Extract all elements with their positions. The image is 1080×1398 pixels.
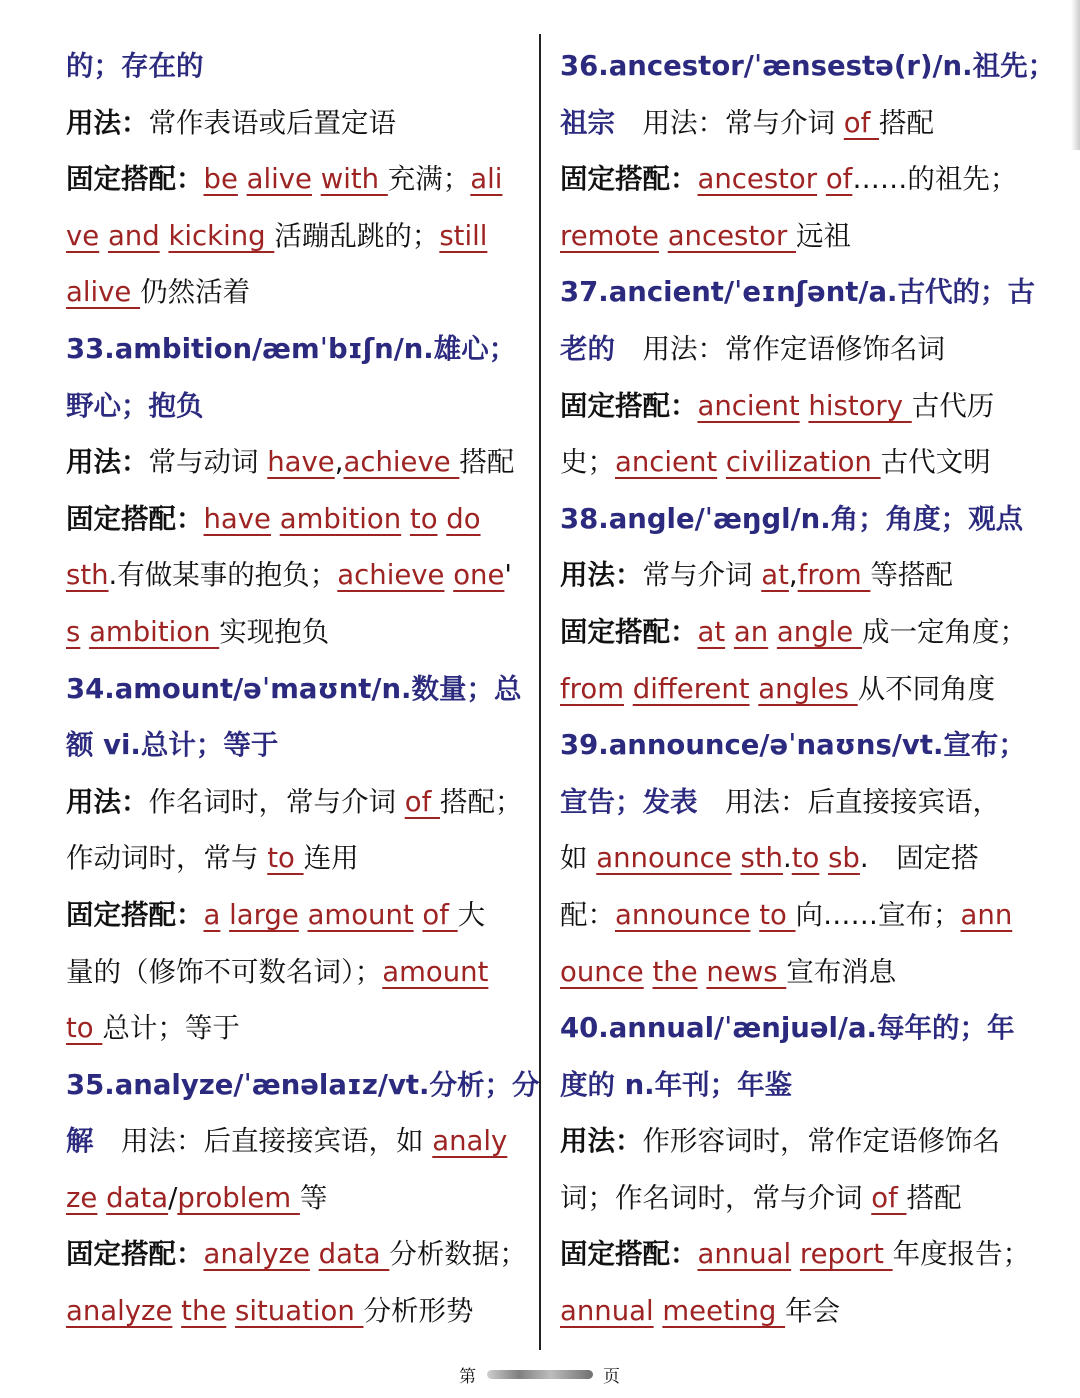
body-text: 常与介词 — [642, 559, 762, 592]
body-text — [172, 1295, 181, 1327]
body-text: 向……宣布； — [795, 898, 961, 931]
body-text: 作动词时，常与 — [66, 842, 268, 875]
left-text-line — [66, 1000, 524, 1057]
entry-heading: 37.ancient/ˈeɪnʃənt/a.古代的；古 — [560, 276, 1035, 309]
underlined-phrase: amount — [307, 898, 414, 931]
right-column — [560, 38, 1056, 1340]
body-text: . — [782, 842, 792, 875]
body-text — [226, 1295, 235, 1327]
right-text-line — [560, 95, 1030, 152]
underlined-phrase: one — [453, 559, 505, 592]
underlined-phrase: from — [797, 559, 871, 592]
underlined-phrase: news — [706, 955, 787, 988]
underlined-phrase: ancestor — [667, 219, 796, 252]
body-text: 作形容词时，常作定语修饰名 — [642, 1125, 1000, 1158]
body-text: 用法：后直接接宾语， — [697, 785, 1000, 818]
footer-prefix: 第 — [459, 1367, 476, 1387]
label-text: 固定搭配： — [560, 163, 698, 196]
right-text-line — [560, 604, 1030, 661]
underlined-phrase: an — [733, 615, 769, 648]
label-text: 固定搭配： — [66, 898, 204, 931]
underlined-phrase: to — [759, 898, 796, 931]
body-text: 活蹦乱跳的； — [274, 219, 440, 252]
underlined-phrase: the — [652, 955, 698, 988]
left-text-line — [66, 95, 524, 152]
left-text-line — [66, 717, 524, 774]
right-text-line — [560, 547, 1030, 604]
body-text: 总计；等于 — [102, 1012, 240, 1045]
right-text-line — [560, 830, 1030, 887]
left-text-line — [66, 208, 524, 265]
body-text: 分析形势 — [363, 1295, 474, 1328]
underlined-phrase: annual — [560, 1295, 654, 1328]
underlined-phrase: with — [320, 163, 388, 196]
entry-heading: 36.ancestor/ˈænsestə(r)/n.祖先； — [560, 50, 1056, 82]
underlined-phrase: at — [761, 559, 789, 592]
footer-suffix: 页 — [603, 1367, 620, 1387]
underlined-phrase: angles — [758, 672, 858, 705]
right-text-line — [560, 151, 1030, 208]
underlined-phrase: problem — [177, 1181, 300, 1214]
body-text: 搭配 — [459, 446, 515, 479]
left-text-line — [66, 264, 524, 321]
body-text: 古代历 — [911, 389, 995, 422]
body-text: 史； — [560, 446, 615, 479]
underlined-phrase: alive — [66, 276, 141, 309]
page-edge-shadow — [1071, 0, 1080, 150]
entry-heading: 35.analyze/ˈænəlaɪz/vt.分析；分 — [66, 1068, 540, 1101]
body-text — [310, 1238, 319, 1270]
body-text — [80, 616, 89, 648]
underlined-phrase: achieve — [343, 446, 460, 479]
body-text — [624, 673, 633, 705]
underlined-phrase: ancient — [615, 446, 718, 479]
label-text: 用法： — [560, 559, 643, 592]
underlined-phrase: sth — [66, 559, 109, 592]
body-text: , — [788, 559, 798, 592]
body-text: 宣布消息 — [786, 955, 897, 988]
left-column — [66, 38, 540, 1340]
underlined-phrase: civilization — [725, 446, 881, 479]
body-text: . 固定搭 — [859, 842, 979, 875]
left-text-line — [66, 1283, 524, 1340]
underlined-phrase: from — [560, 672, 624, 705]
underlined-phrase: ambition — [279, 502, 402, 535]
entry-heading: 38.angle/ˈæŋgl/n.角；角度；观点 — [560, 502, 1024, 535]
label-text: 用法： — [66, 785, 149, 818]
right-text-line — [560, 434, 1030, 491]
body-text: , — [334, 446, 344, 479]
underlined-phrase: history — [808, 389, 912, 422]
left-text-line — [66, 830, 524, 887]
body-text — [99, 220, 108, 252]
left-text-line — [66, 491, 524, 548]
body-text — [238, 163, 247, 195]
underlined-phrase: report — [799, 1238, 893, 1271]
entry-heading: 解 — [66, 1125, 94, 1158]
entry-heading: 34.amount/əˈmaʊnt/n.数量；总 — [66, 672, 522, 705]
right-text-line — [560, 1000, 1030, 1057]
body-text — [750, 899, 759, 931]
body-text — [817, 163, 826, 195]
underlined-phrase: kicking — [168, 219, 275, 252]
body-text: 仍然活着 — [140, 276, 251, 309]
underlined-phrase: data — [318, 1238, 390, 1271]
underlined-phrase: sb — [828, 842, 860, 875]
left-text-line — [66, 378, 524, 435]
underlined-phrase: remote — [560, 219, 659, 252]
underlined-phrase: alive — [246, 163, 312, 196]
right-text-line — [560, 208, 1030, 265]
body-text: 等 — [299, 1181, 328, 1214]
underlined-phrase: the — [181, 1295, 227, 1328]
underlined-phrase: announce — [615, 898, 751, 931]
entry-heading: 33.ambition/æmˈbɪʃn/n.雄心； — [66, 332, 517, 365]
underlined-phrase: to — [791, 842, 820, 875]
body-text: 搭配 — [879, 106, 934, 139]
entry-heading: 39.announce/əˈnaʊns/vt.宣布； — [560, 729, 1026, 762]
right-text-line — [560, 717, 1030, 774]
underlined-phrase: of — [404, 785, 440, 818]
body-text: 大 — [457, 898, 486, 931]
body-text — [444, 559, 453, 591]
underlined-phrase: ali — [470, 163, 503, 196]
left-text-line — [66, 547, 524, 604]
right-text-line — [560, 1170, 1030, 1227]
left-text-line — [66, 944, 524, 1001]
body-text: / — [168, 1181, 178, 1214]
underlined-phrase: do — [446, 502, 481, 535]
left-text-line — [66, 1226, 527, 1283]
underlined-phrase: still — [439, 219, 488, 252]
body-text: ' — [504, 559, 512, 592]
body-text: 充满； — [387, 163, 471, 196]
label-text: 用法： — [66, 106, 149, 139]
label-text: 固定搭配： — [560, 1238, 698, 1271]
body-text — [819, 842, 828, 874]
underlined-phrase: annual — [697, 1238, 792, 1271]
body-text — [717, 446, 726, 478]
body-text — [97, 1182, 106, 1214]
right-text-line — [560, 378, 1030, 435]
body-text — [659, 220, 668, 252]
left-text-line — [66, 661, 524, 718]
label-text: 固定搭配： — [560, 389, 698, 422]
underlined-phrase: data — [106, 1181, 169, 1214]
right-text-line — [560, 491, 1030, 548]
underlined-phrase: a — [203, 898, 221, 931]
entry-heading: 老的 — [560, 332, 615, 365]
body-text — [271, 503, 280, 535]
left-text-line — [66, 1057, 540, 1114]
underlined-phrase: situation — [235, 1295, 364, 1328]
body-text — [438, 503, 447, 535]
left-text-line — [66, 434, 524, 491]
underlined-phrase: have — [267, 446, 335, 479]
body-text: 分析数据； — [389, 1238, 527, 1271]
body-text: 年度报告； — [892, 1238, 1031, 1271]
entry-heading: 额 vi.总计；等于 — [66, 729, 279, 762]
underlined-phrase: at — [697, 615, 726, 648]
body-text: 年会 — [785, 1295, 841, 1328]
body-text: 古代文明 — [880, 446, 991, 479]
body-text: 用法：后直接接宾语，如 — [93, 1125, 433, 1158]
left-text-line — [66, 604, 524, 661]
entry-heading: 祖宗 — [560, 106, 615, 139]
left-text-line — [66, 774, 524, 831]
underlined-phrase: ann — [960, 898, 1013, 931]
underlined-phrase: analyze — [66, 1295, 173, 1328]
right-text-line — [560, 944, 1030, 1001]
body-text: 词；作名词时，常与介词 — [560, 1181, 872, 1214]
underlined-phrase: sth — [740, 842, 783, 875]
underlined-phrase: to — [409, 502, 438, 535]
body-text — [725, 616, 734, 648]
body-text: 用法：常作定语修饰名词 — [615, 332, 945, 365]
body-text: 量的（修饰不可数名词）； — [66, 955, 383, 988]
body-text: 配： — [560, 898, 615, 931]
underlined-phrase: ancestor — [697, 163, 818, 196]
body-text — [750, 673, 759, 705]
underlined-phrase: of — [871, 1181, 907, 1214]
underlined-phrase: of — [825, 163, 853, 196]
underlined-phrase: announce — [596, 842, 732, 875]
body-text: 用法：常与介词 — [615, 106, 844, 139]
underlined-phrase: different — [632, 672, 750, 705]
right-text-line — [560, 774, 1030, 831]
underlined-phrase: of — [843, 106, 879, 139]
underlined-phrase: achieve — [337, 559, 445, 592]
body-text — [312, 163, 321, 195]
underlined-phrase: analyze — [203, 1238, 310, 1271]
left-text-line — [66, 887, 524, 944]
right-text-line — [560, 1226, 1030, 1283]
entry-heading: 野心；抱负 — [66, 389, 204, 422]
left-text-line — [66, 38, 524, 95]
underlined-phrase: ze — [66, 1181, 98, 1214]
entry-heading: 40.annual/ˈænjuəl/a.每年的；年 — [560, 1012, 1015, 1045]
label-text: 用法： — [66, 446, 149, 479]
underlined-phrase: have — [203, 502, 271, 535]
label-text: 用法： — [560, 1125, 643, 1158]
underlined-phrase: to — [267, 842, 304, 875]
body-text: 搭配； — [440, 785, 523, 818]
page-footer — [0, 1362, 1080, 1386]
right-text-line — [560, 661, 1030, 718]
column-divider — [539, 34, 541, 1350]
label-text: 固定搭配： — [66, 1238, 204, 1271]
underlined-phrase: large — [229, 898, 299, 931]
underlined-phrase: s — [66, 615, 81, 648]
body-text: 常作表语或后置定语 — [148, 106, 396, 139]
body-text: 连用 — [303, 842, 359, 875]
body-text: 成一定角度； — [861, 615, 1027, 648]
entry-heading: 宣告；发表 — [560, 785, 698, 818]
entry-heading: 度的 n.年刊；年鉴 — [560, 1068, 793, 1101]
right-text-line — [560, 1057, 1030, 1114]
underlined-phrase: of — [422, 898, 458, 931]
body-text — [791, 1238, 800, 1270]
underlined-phrase: amount — [382, 955, 489, 988]
underlined-phrase: angle — [776, 615, 862, 648]
body-text: .有做某事的抱负； — [108, 559, 338, 592]
label-text: 固定搭配： — [66, 502, 204, 535]
body-text — [401, 503, 410, 535]
body-text — [299, 899, 308, 931]
body-text: 远祖 — [796, 219, 851, 252]
body-text — [768, 616, 777, 648]
left-text-line — [66, 1113, 524, 1170]
right-text-line — [560, 1113, 1030, 1170]
underlined-phrase: ancient — [697, 389, 800, 422]
underlined-phrase: to — [66, 1012, 103, 1045]
label-text: 固定搭配： — [560, 615, 698, 648]
underlined-phrase: be — [203, 163, 238, 196]
body-text: 如 — [560, 842, 597, 875]
body-text: 搭配 — [906, 1181, 962, 1214]
left-text-line — [66, 1170, 524, 1227]
underlined-phrase: ve — [66, 219, 100, 252]
right-text-line — [560, 1283, 1030, 1340]
body-text: 作名词时，常与介词 — [148, 785, 405, 818]
label-text: 固定搭配： — [66, 163, 204, 196]
underlined-phrase: ambition — [89, 615, 220, 648]
body-text — [220, 899, 229, 931]
underlined-phrase: ounce — [560, 955, 644, 988]
underlined-phrase: and — [107, 219, 160, 252]
right-text-line — [560, 321, 1030, 378]
entry-heading: 的；存在的 — [66, 50, 204, 82]
body-text: 常与动词 — [148, 446, 268, 479]
right-text-line — [560, 887, 1030, 944]
right-text-line — [560, 264, 1035, 321]
left-text-line — [66, 151, 524, 208]
body-text: 实现抱负 — [219, 615, 330, 648]
body-text: 从不同角度 — [857, 672, 996, 705]
body-text: ……的祖先； — [852, 163, 1018, 196]
right-text-line — [560, 38, 1056, 95]
blurred-page-number — [487, 1370, 593, 1379]
left-text-line — [66, 321, 524, 378]
underlined-phrase: meeting — [662, 1295, 786, 1328]
underlined-phrase: analy — [432, 1125, 508, 1158]
body-text: 等搭配 — [870, 559, 953, 592]
